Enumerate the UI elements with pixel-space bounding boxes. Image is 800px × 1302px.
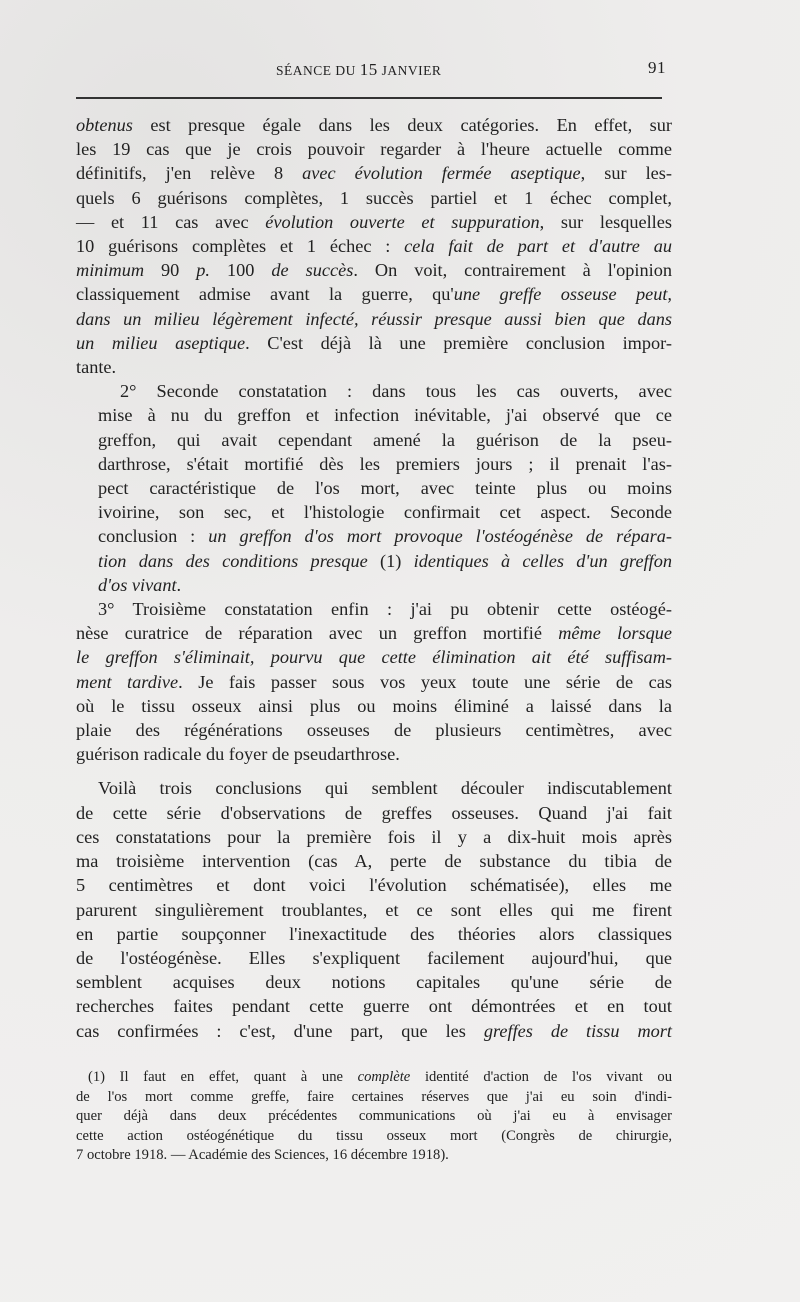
text-line: [76, 524, 672, 548]
italic-run: d'os vivant: [98, 574, 177, 595]
text-run: identité d'action de l'os vivant ou: [410, 1069, 672, 1085]
text-run: semblent acquises deux notions capitales qu'une série de: [76, 972, 672, 993]
text-run: 3° Troisième constatation enfin : j'ai pu obtenir cette ostéogé-: [98, 599, 672, 620]
text-run: cas confirmées : c'est, d'une part, que les: [76, 1020, 484, 1041]
footnote-line: [76, 1146, 672, 1166]
text-run: de l'os mort comme greffe, faire certaines réserves que j'ai eu soin d'indi-: [76, 1088, 672, 1105]
italic-run: ment tardive: [76, 671, 179, 692]
text-line: [76, 922, 672, 946]
text-run: . On voit, contrairement à l'opinion: [353, 260, 672, 281]
text-run: recherches faites pendant cette guerre ont démontrées et en tout: [76, 996, 672, 1017]
text-run: où le tissu osseux ainsi plus ou moins éliminé a laissé dans la: [76, 695, 672, 716]
text-line: [76, 694, 672, 718]
italic-run: obtenus: [76, 115, 133, 135]
text-line: [76, 825, 672, 849]
text-line: [76, 452, 672, 476]
running-title-day: 15: [359, 60, 378, 79]
running-head: [76, 58, 672, 78]
text-line: [76, 573, 672, 597]
text-line: [76, 379, 672, 403]
text-run: les 19 cas que je crois pouvoir regarder à l'heure actuelle comme: [76, 139, 672, 160]
text-run: quer déjà dans deux précédentes communications où j'ai eu à envisager: [76, 1108, 672, 1125]
text-run: quels 6 guérisons complètes, 1 succès partiel et 1 échec complet,: [76, 187, 672, 208]
running-title-suffix: JANVIER: [377, 63, 442, 78]
text-run: guérison radicale du foyer de pseudarthrose.: [76, 744, 400, 765]
text-line: [76, 331, 672, 355]
footnote-ref[interactable]: (1): [367, 550, 414, 571]
text-line: [76, 597, 672, 621]
italic-run: p.: [196, 260, 210, 281]
text-line: [76, 1019, 672, 1043]
page-number: 91: [648, 58, 666, 77]
text-run: classiquement admise avant la guerre, qu': [76, 284, 454, 305]
text-line: [76, 946, 672, 970]
italic-run: un greffon d'os mort provoque l'ostéogénèse de répara-: [208, 526, 672, 547]
footnote-line: [76, 1127, 672, 1147]
text-line: [76, 258, 672, 282]
text-line: [76, 549, 672, 573]
italic-run: le greffon s'éliminait, pourvu que cette élimination ait été suffisam-: [76, 647, 672, 668]
italic-run: complète: [357, 1069, 411, 1085]
text-run: tante.: [76, 357, 117, 378]
text-run: conclusion :: [98, 526, 209, 547]
text-line: [76, 137, 672, 161]
text-run: ivoirine, son sec, et l'histologie confirmait cet aspect. Seconde: [98, 502, 672, 523]
text-line: [76, 801, 672, 825]
text-line: [76, 234, 672, 258]
text-run: est presque égale dans les deux catégories. En effet, sur: [132, 115, 672, 135]
text-run: 90: [144, 260, 197, 281]
text-line: [76, 994, 672, 1018]
body-text: [76, 113, 672, 1043]
text-run: .: [176, 574, 182, 595]
text-run: darthrose, s'était mortifié dès les premiers jours ; il prenait l'as-: [98, 453, 672, 474]
text-run: , sur les-: [580, 163, 672, 184]
text-run: — et 11 cas avec: [76, 211, 266, 232]
text-line: [76, 428, 672, 452]
text-run: plaie des régénérations osseuses de plusieurs centimètres, avec: [76, 720, 672, 741]
text-line: [76, 898, 672, 922]
footnote: [76, 1068, 672, 1166]
text-run: 7 octobre 1918. — Académie des Sciences, 16 décembre 1918).: [76, 1147, 449, 1164]
text-run: en partie soupçonner l'inexactitude des théories alors classiques: [76, 923, 672, 944]
text-run: 5 centimètres et dont voici l'évolution schématisée), elles me: [76, 875, 672, 896]
text-line: [76, 849, 672, 873]
text-run: greffon, qui avait cependant amené la guérison de la pseu-: [98, 429, 672, 450]
text-run: mise à nu du greffon et infection inévitable, j'ai observé que ce: [98, 405, 672, 426]
header-rule: [76, 97, 662, 99]
text-run: Voilà trois conclusions qui semblent découler indiscutablement: [98, 778, 672, 799]
text-run: cette action ostéogénétique du tissu osseux mort (Congrès de chirurgie,: [76, 1127, 672, 1144]
text-line: [76, 186, 672, 210]
text-line: [76, 776, 672, 800]
text-line: [76, 307, 672, 331]
italic-run: évolution ouverte et suppuration: [265, 211, 540, 232]
text-line: [76, 718, 672, 742]
text-run: . Je fais passer sous vos yeux toute une série de cas: [178, 671, 672, 692]
text-run: 2° Seconde constatation : dans tous les cas ouverts, avec: [120, 381, 672, 402]
text-run: nèse curatrice de réparation avec un greffon mortifié: [76, 623, 559, 644]
italic-run: de succès: [271, 260, 354, 281]
text-run: ces constatations pour la première fois il y a dix-huit mois après: [76, 826, 672, 847]
text-line: [76, 970, 672, 994]
text-run: , sur lesquelles: [539, 211, 672, 232]
text-line: [76, 210, 672, 234]
text-run: . C'est déjà là une première conclusion impor-: [245, 332, 672, 353]
text-line: [76, 645, 672, 669]
text-run: ma troisième intervention (cas A, perte de substance du tibia de: [76, 851, 672, 872]
paragraph-3: [76, 597, 672, 766]
footnote-line: [76, 1068, 672, 1088]
italic-run: cela fait de part et d'autre au: [404, 236, 672, 257]
text-line: [76, 670, 672, 694]
italic-run: minimum: [76, 260, 145, 281]
text-run: pect caractéristique de l'os mort, avec teinte plus ou moins: [98, 478, 672, 499]
text-line: [76, 355, 672, 379]
running-title: [276, 60, 441, 80]
italic-run: greffes de tissu mort: [483, 1020, 672, 1041]
text-run: 100: [210, 260, 272, 281]
text-line: [76, 873, 672, 897]
text-run: 10 guérisons complètes et 1 échec :: [76, 236, 405, 257]
text-line: [76, 621, 672, 645]
italic-run: un milieu aseptique: [76, 332, 246, 353]
italic-run: dans un milieu légèrement infecté, réussir presque aussi bien que dans: [76, 308, 672, 329]
running-title-prefix: SÉANCE DU: [276, 63, 360, 78]
text-run: parurent singulièrement troublantes, et ce sont elles qui me firent: [76, 899, 672, 920]
italic-run: avec évolution fermée aseptique: [302, 163, 581, 184]
text-line: [76, 161, 672, 185]
paragraph-1: [76, 113, 672, 379]
text-line: [76, 403, 672, 427]
text-line: [76, 113, 672, 137]
text-run: (1) Il faut en effet, quant à une: [88, 1069, 358, 1085]
footnote-line: [76, 1107, 672, 1127]
text-run: de l'ostéogénèse. Elles s'expliquent facilement aujourd'hui, que: [76, 947, 672, 968]
text-line: [76, 476, 672, 500]
italic-run: tion dans des conditions presque: [98, 550, 368, 571]
text-run: définitifs, j'en relève 8: [76, 163, 303, 184]
italic-run: identiques à celles d'un greffon: [413, 550, 673, 571]
text-line: [76, 500, 672, 524]
footnote-line: [76, 1088, 672, 1108]
italic-run: une greffe osseuse peut,: [453, 284, 673, 305]
text-line: [76, 282, 672, 306]
italic-run: même lorsque: [558, 623, 673, 644]
text-run: de cette série d'observations de greffes osseuses. Quand j'ai fait: [76, 802, 672, 823]
paragraph-4: [76, 776, 672, 1042]
text-line: [76, 742, 672, 766]
paragraph-2: [76, 379, 672, 597]
